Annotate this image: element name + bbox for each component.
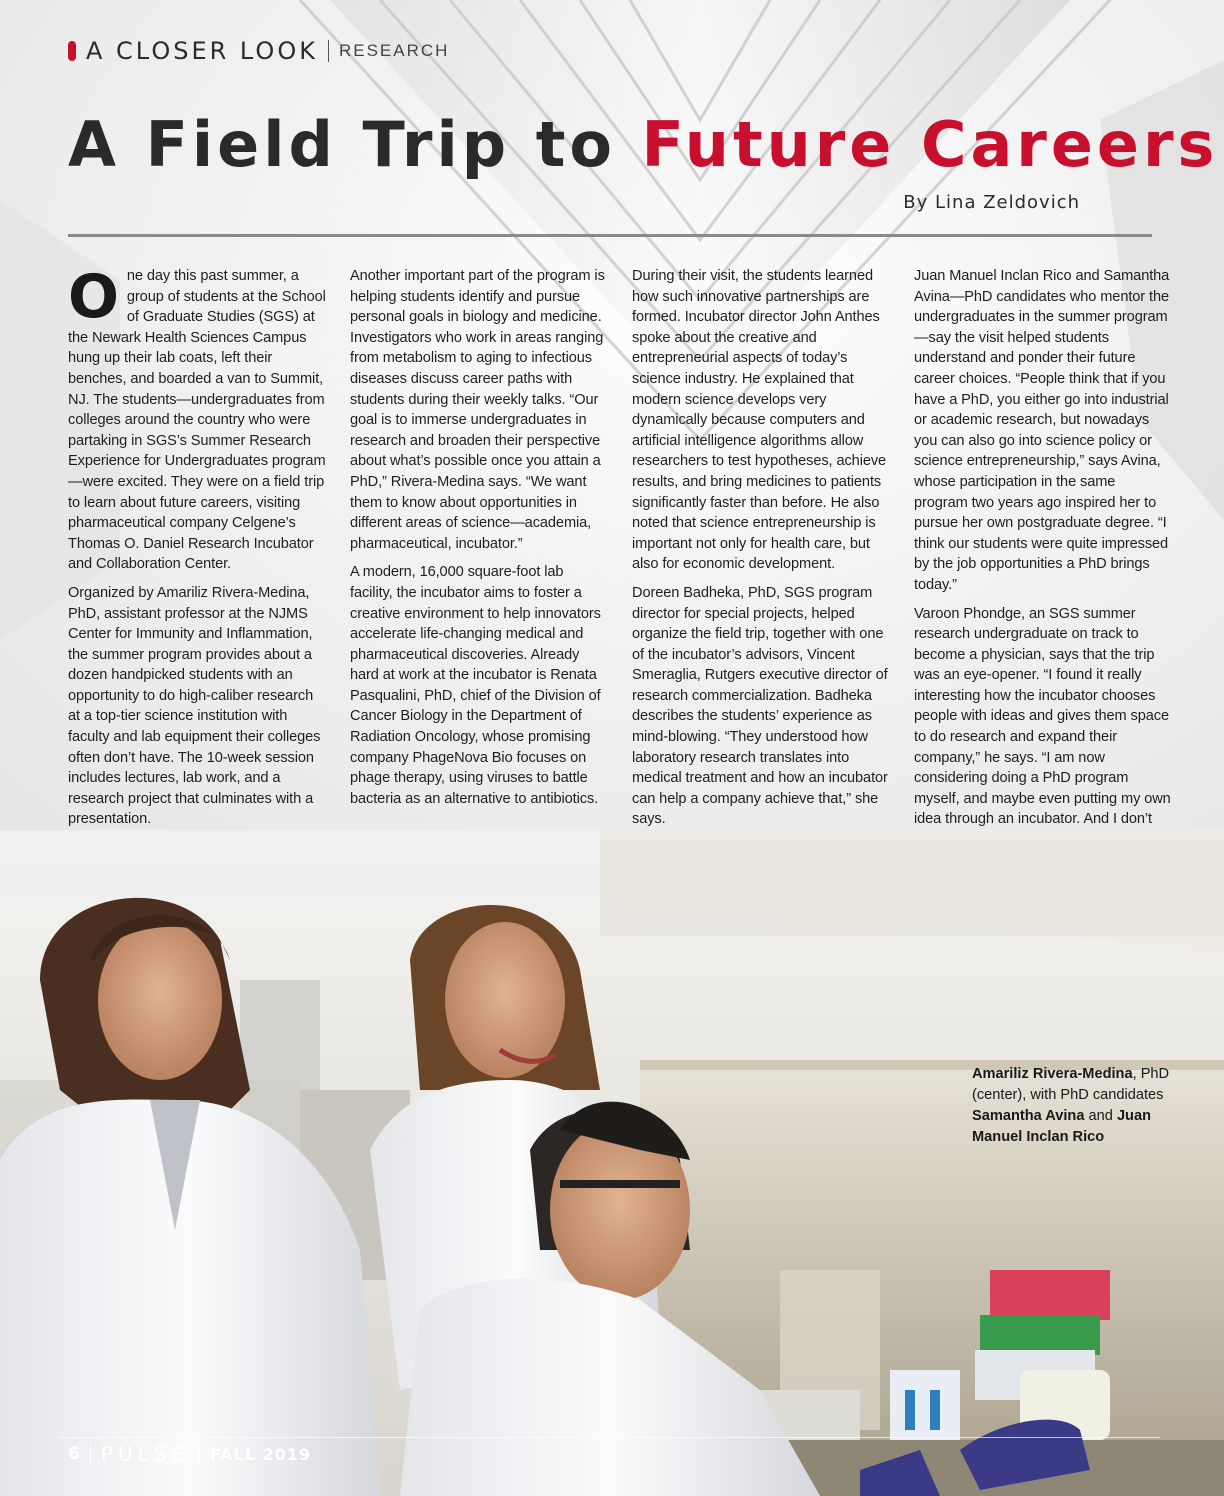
section-tag (68, 38, 449, 64)
headline-accent: Future Careers (641, 108, 1219, 181)
paragraph: Organized by Amariliz Rivera-Medina, PhD, assistant professor at the NJMS Center for Immunity and Inflammation, the summer program provides about a dozen handpicked students with an opportunity to do high-caliber research at a top-tier science institution with faculty and lab equipment their colleges often don’t have. The 10-week session includes lectures, lab work, and a research project that culminates with a presentation. (68, 584, 321, 828)
byline: By Lina Zeldovich (903, 192, 1080, 213)
paragraph: Doreen Badheka, PhD, SGS program director for special projects, helped organize the field trip, together with one of the incubator’s advisors, Vincent Smeraglia, Rutgers executive director of research commercialization. Badheka describes the students’ experience as mind-blowing. “They understood how laboratory research translates into medical treatment and how an incubator can help a company achieve that,” she says. (632, 584, 888, 828)
paragraph-text: ne day this past summer, a group of students at the School of Graduate Studies (SGS) at the Newark Health Sciences Campus hung up their lab coats, left their benches, and boarded a van to Summit, NJ. The students—undergraduates from colleges around the country who were partaking in SGS’s Summer Research Experience for Undergraduates program—were excited. They were on a field trip to learn about future careers, visiting pharmaceutical company Celgene’s Thomas O. Daniel Research Incubator and Collaboration Center. (68, 268, 326, 573)
header-rule (68, 234, 1152, 237)
column-1 (68, 262, 326, 859)
caption-name: Juan Manuel Inclan Rico (972, 1108, 1151, 1145)
section-marker (68, 41, 76, 61)
headline-part1: A Field Trip to (68, 108, 642, 181)
caption-name: Samantha Avina (972, 1108, 1085, 1124)
photo-caption (972, 1064, 1172, 1148)
paragraph (68, 262, 326, 575)
paragraph: Another important part of the program is helping students identify and pursue personal goals in biology and medicine. Investigators who work in areas ranging from metabolism to aging to infectious diseases discuss career paths with students during their weekly talks. “Our goal is to immerse undergraduates in research and broaden their perspective about what’s possible once you attain a PhD,” Rivera-Medina says. “We want them to know about opportunities in different areas of science—academia, pharmaceutical, incubator.” (350, 268, 605, 552)
article-headline (68, 108, 1218, 181)
lab-scene-illustration (0, 830, 1224, 1496)
issue-label: FALL 2019 (210, 1444, 311, 1464)
caption-text: , PhD (center), with PhD candidates (972, 1066, 1170, 1103)
caption-text: and (1084, 1108, 1117, 1124)
footer-divider (199, 1444, 200, 1464)
section-label: A CLOSER LOOK (86, 37, 318, 65)
footer-divider (90, 1444, 91, 1464)
magazine-name: PULSE (100, 1442, 190, 1466)
drop-cap: O (68, 262, 119, 332)
paragraph: Juan Manuel Inclan Rico and Samantha Avina—PhD candidates who mentor the undergraduates in the summer program—say the visit helped students understand and ponder their future career choices. “People think that if you have a PhD, you either go into industrial or academic research, but nowadays you can also go into science policy or science entrepreneurship,” says Avina, whose participation in the same program two years ago inspired her to pursue her own postgraduate degree. “I think our students were quite impressed by the job opportunities a PhD brings today.” (914, 268, 1170, 593)
section-divider (328, 40, 329, 62)
column-4 (914, 266, 1172, 859)
section-sublabel: RESEARCH (338, 41, 450, 60)
paragraph: During their visit, the students learned how such innovative partnerships are formed. Incubator director John Anthes spoke about the creative and entrepreneurial aspects of today’s science industry. He explained that modern science develops very dynamically because computers and artificial intelligence algorithms allow researchers to test hypotheses, achieve results, and bring medicines to patients significantly faster than before. He also noted that science entrepreneurship is important not only for health care, but also for economic development. (632, 268, 887, 573)
article-body (68, 262, 1172, 859)
column-2 (350, 266, 608, 859)
footer-rule (60, 1437, 1160, 1438)
caption-name: Amariliz Rivera-Medina (972, 1066, 1133, 1082)
column-3 (632, 266, 890, 859)
paragraph: A modern, 16,000 square-foot lab facility, the incubator aims to foster a creative environment to help innovators accelerate life-changing medical and pharmaceutical discoveries. Already hard at work at the incubator is Renata Pasqualini, PhD, chief of the Division of Cancer Biology in the Department of Radiation Oncology, whose promising company PhageNova Bio focuses on phage therapy, using viruses to battle bacteria as an alternative to antibiotics. (350, 564, 601, 807)
lab-photo (0, 830, 1224, 1496)
page-number: 6 (68, 1444, 80, 1464)
paragraph: Varoon Phondge, an SGS summer research undergraduate on track to become a physician, says that the trip was an eye-opener. “I found it really interesting how the incubator chooses people with ideas and gives them space to do research and expand their company,” he says. “I am now considering doing a PhD program myself, and maybe even putting my own idea through an incubator. And I don’t (914, 605, 1171, 828)
page-footer (68, 1442, 311, 1466)
